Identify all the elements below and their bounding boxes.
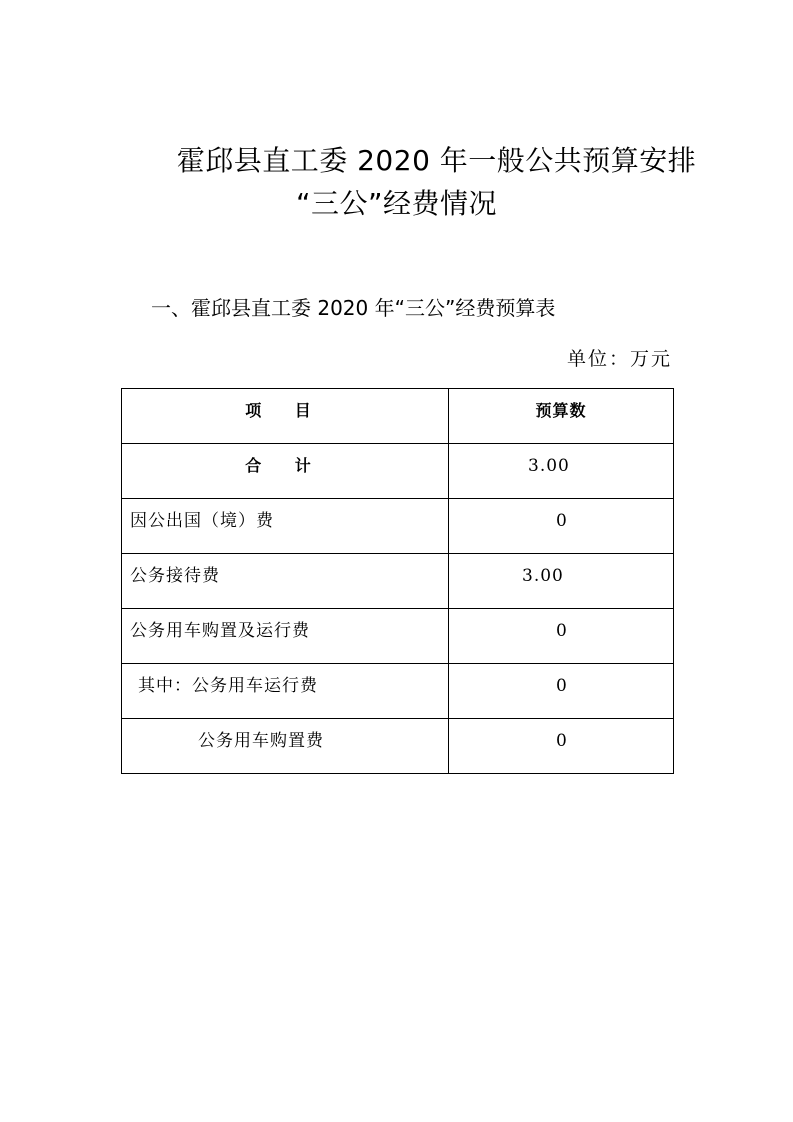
row-label-cell (122, 609, 449, 664)
row-value: 0 (556, 511, 568, 531)
row-label: 公务用车购置及运行费 (130, 621, 310, 641)
table-row-reception (122, 554, 674, 609)
unit-label: 单位：万元 (566, 348, 672, 370)
document-title-line-2: “三公”经费情况 (295, 187, 497, 220)
row-label-cell (122, 664, 449, 719)
row-value-cell (449, 609, 674, 664)
row-label-cell (122, 554, 449, 609)
row-label-cell (122, 719, 449, 774)
table-row-vehicle-purchase (122, 719, 674, 774)
row-value-cell (449, 499, 674, 554)
table-row-total (122, 444, 674, 499)
table-row-overseas (122, 499, 674, 554)
row-value: 0 (556, 731, 568, 751)
row-label: 公务用车购置费 (198, 731, 324, 751)
row-label-cell (122, 444, 449, 499)
row-label: 公务接待费 (130, 566, 220, 586)
row-value: 0 (556, 676, 568, 696)
section-heading: 一、霍邱县直工委 2020 年“三公”经费预算表 (151, 296, 556, 320)
table-row-vehicle-operation (122, 664, 674, 719)
budget-table (121, 388, 674, 774)
row-label: 合 计 (245, 456, 325, 475)
row-value-cell (449, 444, 674, 499)
row-value: 3.00 (528, 456, 570, 476)
row-label: 因公出国（境）费 (130, 511, 274, 531)
row-value: 0 (556, 621, 568, 641)
column-header-budget (449, 389, 674, 444)
row-label: 其中：公务用车运行费 (138, 676, 318, 696)
table-row-vehicle (122, 609, 674, 664)
row-value: 3.00 (522, 566, 564, 586)
column-header-item-label: 项 目 (245, 401, 325, 420)
row-label-cell (122, 499, 449, 554)
document-title-line-1: 霍邱县直工委 2020 年一般公共预算安排 (176, 144, 697, 177)
column-header-budget-label: 预算数 (535, 401, 587, 420)
table-header-row (122, 389, 674, 444)
column-header-item (122, 389, 449, 444)
row-value-cell (449, 554, 674, 609)
row-value-cell (449, 664, 674, 719)
row-value-cell (449, 719, 674, 774)
